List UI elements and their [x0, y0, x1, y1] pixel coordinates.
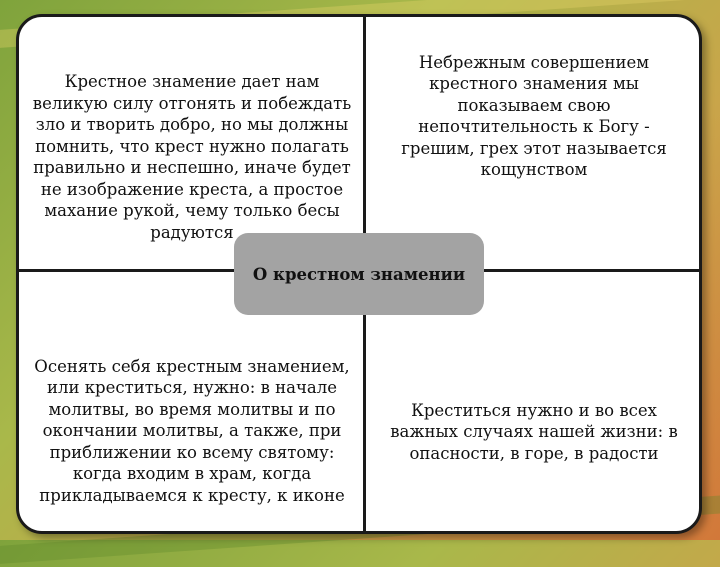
- diagram-card: [16, 14, 702, 534]
- quadrant-bottom-left: [29, 337, 355, 525]
- quadrant-bottom-left-text: Осенять себя крестным знамением, или креститься, нужно: в начале молитвы, во время молитвы и по окончании молитвы, а также, при приближении ко всему святому: когда входим в храм, когда прикладываемся к кресту, к иконе: [34, 356, 350, 505]
- quadrant-bottom-right: [381, 377, 687, 487]
- quadrant-bottom-right-text: Креститься нужно и во всех важных случаях нашей жизни: в опасности, в горе, в радости: [390, 400, 678, 463]
- center-title-box: [234, 233, 484, 315]
- quadrant-top-left: [29, 57, 355, 257]
- quadrant-top-left-text: Крестное знамение дает нам великую силу отгонять и побеждать зло и творить добро, но мы должны помнить, что крест нужно полагать правильно и неспешно, иначе будет не изображение креста, а простое махание рукой, чему только бесы радуются: [32, 72, 352, 242]
- quadrant-top-right: [381, 41, 687, 191]
- quadrant-top-right-text: Небрежным совершением крестного знамения мы показываем свою непочтительность к Богу - грешим, грех этот называется кощунством: [401, 52, 667, 179]
- center-title: О крестном знамении: [252, 264, 466, 284]
